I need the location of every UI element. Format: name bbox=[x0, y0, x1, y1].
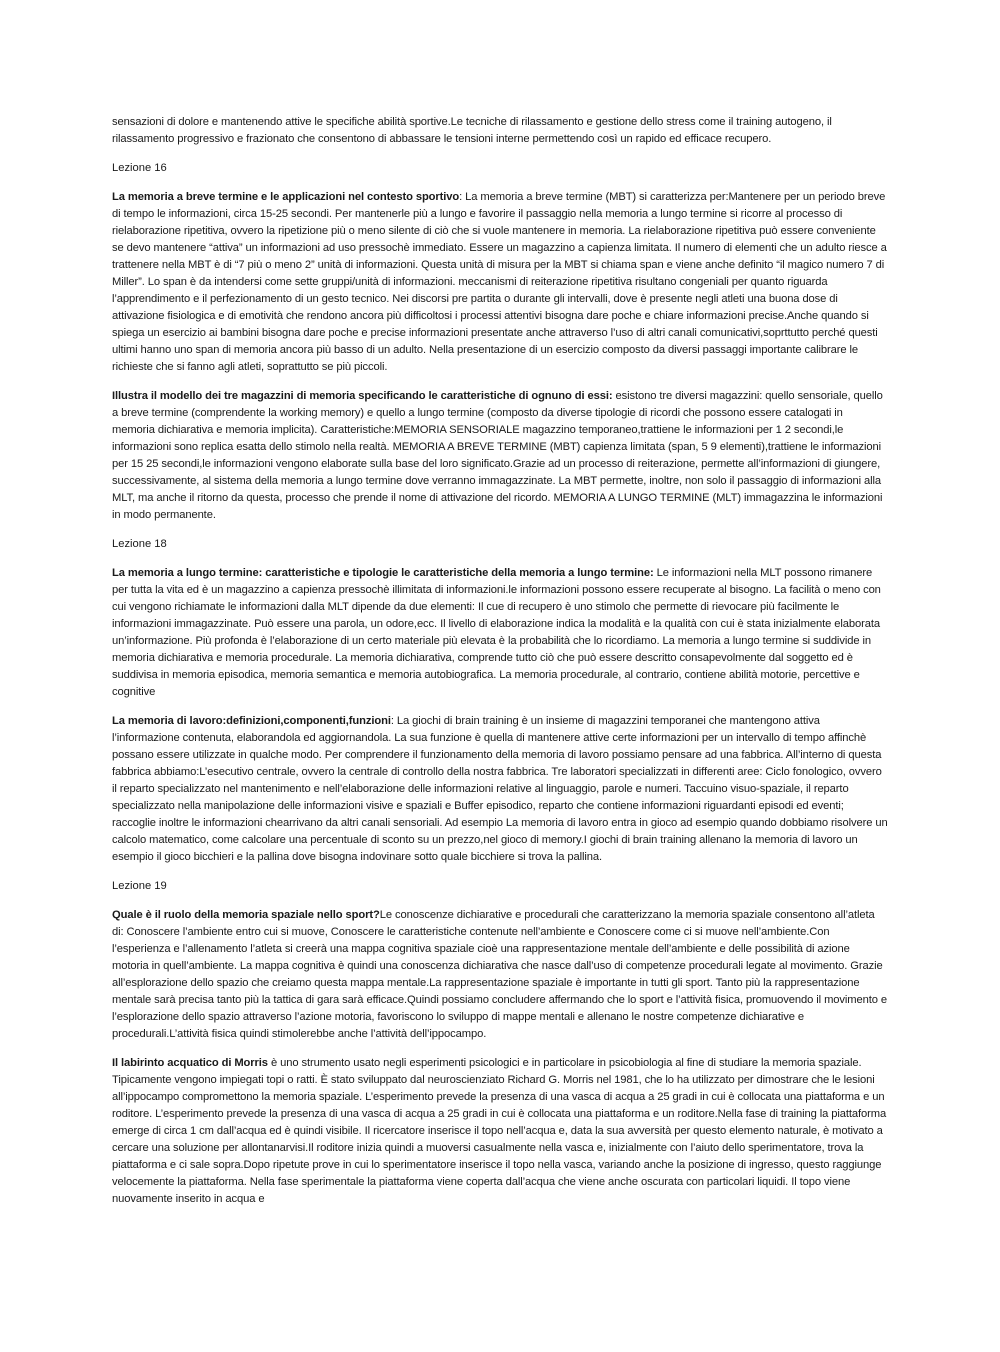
paragraph-intro bbox=[112, 114, 888, 148]
lesson-heading-16: Lezione 16 bbox=[112, 162, 167, 174]
paragraph-heading: La memoria di lavoro:definizioni,componenti,funzioni bbox=[112, 715, 391, 727]
paragraph-heading: La memoria a breve termine e le applicazioni nel contesto sportivo bbox=[112, 191, 460, 203]
paragraph-working-memory bbox=[112, 713, 888, 866]
paragraph-text: Le conoscenze dichiarative e procedurali che caratterizzano la memoria spaziale consentono all’atleta di: Conoscere l’ambiente entro cui si muove, Conoscere le caratteristiche contenute nell’ambiente e Conoscere come ci si muove nell’ambiente.Con l’esperienza e l’allenamento l’atleta si creerà una mappa cognitiva spaziale cioè una rappresentazione mentale dell’ambiente e delle possibilità di azione motoria in quell’ambiente. La mappa cognitiva è quindi una conoscenza dichiarativa che nasce dall’uso di competenze procedurali legate al movimento. Grazie all’esplorazione dello spazio che creiamo questa mappa mentale.La rappresentazione spaziale è importante in tutti gli sport. Tanto più la rappresentazione mentale sarà precisa tanto più la tattica di gara sarà efficace.Quindi possiamo concludere affermando che lo sport e l’attività fisica, promuovendo il movimento e l’esplorazione dello spazio attraverso l’azione motoria, favoriscono lo sviluppo di mappe mentali e allenano le nostre competenze dichiarative e procedurali.L’attività fisica quindi stimolerebbe anche l’attività dell’ippocampo. bbox=[112, 909, 888, 1040]
paragraph-heading: Il labirinto acquatico di Morris bbox=[112, 1057, 268, 1069]
paragraph-morris-maze bbox=[112, 1055, 888, 1208]
paragraph-text: Le informazioni nella MLT possono rimanere per tutta la vita ed è un magazzino a capienza pressochè illimitata di informazioni.le informazioni possono essere recuperate al bisogno. La facilità o meno con cui vengono richiamate le informazioni dalla MLT dipende da due elementi: Il cue di recupero è uno stimolo che permette di rievocare più facilmente le informazioni immagazzinate. Può essere una parola, un odore,ecc. Il livello di elaborazione indica la modalità e la qualità con cui è stata inizialmente elaborata un’informazione. Più profonda è l’elaborazione di un certo materiale più elevata è la probabilità che lo ricordiamo. La memoria a lungo termine si suddivide in memoria dichiarativa e memoria procedurale. La memoria dichiarativa, comprende tutto ciò che può essere descritto consapevolmente dal soggetto ed è suddivisa in memoria episodica, memoria semantica e memoria autobiografica. La memoria procedurale, al contrario, contiene abilità motorie, percettive e cognitive bbox=[112, 567, 881, 698]
paragraph-heading: La memoria a lungo termine: caratteristiche e tipologie le caratteristiche della memoria a lungo termine: bbox=[112, 567, 654, 579]
paragraph-text: sensazioni di dolore e mantenendo attive le specifiche abilità sportive.Le tecniche di rilassamento e gestione dello stress come il training autogeno, il rilassamento progressivo e frazionato che consentono di abbassare le tensioni interne permettendo così un rapido ed efficace recupero. bbox=[112, 116, 832, 145]
paragraph-text: : La memoria a breve termine (MBT) si caratterizza per:Mantenere per un periodo breve di tempo le informazioni, circa 15-25 secondi. Per mantenerle più a lungo e favorire il passaggio nella memoria a lungo termine si ricorre al processo di rielaborazione ripetitiva, ovvero la ripetizione più o meno silente di ciò che si vuole mantenere in memoria. La rielaborazione ripetitiva può essere conveniente se devo mantenere “attiva” un informazioni ad uso pressochè immediato. Essere un magazzino a capienza limitata. Il numero di elementi che un adulto riesce a trattenere nella MBT è di “7 più o meno 2” unità di informazioni. Questa unità di misura per la MBT si chiama span e viene anche definito “il magico numero 7 di Miller”. Lo span è da intendersi come sette gruppi/unità di informazioni. meccanismi di reiterazione ripetitiva risultano congeniali per quanto riguarda l’apprendimento e il perfezionamento di un gesto tecnico. Nei discorsi pre partita o durante gli intervalli, dove è presente negli atleti una buona dose di attivazione fisiologica e di emotività che rendono ancora più difficoltosi i processi attentivi bisogna dare poche e chiare informazioni precise.Anche quando si spiega un esercizio ai bambini bisogna dare poche e precise informazioni presentate anche attraverso l’uso di altri canali comunicativi,soprttutto perché questi ultimi hanno uno span di memoria ancora più basso di un adulto. Nella presentazione di un esercizio composto da diversi passaggi importante calibrare le richieste che si fanno agli atleti, soprattutto se più piccoli. bbox=[112, 191, 887, 373]
paragraph-three-stores bbox=[112, 388, 888, 524]
paragraph-text: è uno strumento usato negli esperimenti psicologici e in particolare in psicobiologia al fine di studiare la memoria spaziale. Tipicamente vengono impiegati topi o ratti. È stato sviluppato dal neuroscienziato Richard G. Morris nel 1981, che lo ha utilizzato per dimostrare che le lesioni all’ippocampo compromettono la memoria spaziale. L’esperimento prevede la presenza di una vasca di acqua a 25 gradi in cui è collocata una piattaforma e un roditore. L’esperimento prevede la presenza di una vasca di acqua a 25 gradi in cui è collocata una piattaforma e un roditore.Nella fase di training la piattaforma emerge di circa 1 cm dall’acqua ed è quindi visibile. Il ricercatore inserisce il topo nell’acqua e, data la sua avversità per questo elemento naturale, è motivato a cercare una soluzione per allontanarvisi.Il roditore inizia quindi a muoversi casualmente nella vasca e, inizialmente con l’aiuto dello sperimentatore, trova la piattaforma e ci sale sopra.Dopo ripetute prove in cui lo sperimentatore inserisce il topo nella vasca, variando anche la posizione di ingresso, questo raggiunge velocemente la piattaforma. Nella fase sperimentale la piattaforma viene coperta dall’acqua che viene anche oscurata con particolari liquidi. Il topo viene nuovamente inserito in acqua e bbox=[112, 1057, 887, 1205]
paragraph-text: esistono tre diversi magazzini: quello sensoriale, quello a breve termine (comprendente la working memory) e quello a lungo termine (composto da diverse tipologie di ricordi che possono essere catalogati in memoria dichiarativa e memoria implicita). Caratteristiche:MEMORIA SENSORIALE magazzino temporaneo,trattiene le informazioni per 1 2 secondi,le informazioni sono replica esatta dello stimolo nella realtà. MEMORIA A BREVE TERMINE (MBT) capienza limitata (span, 5 9 elementi),trattiene le informazioni per 15 25 secondi,le informazioni vengono elaborate sulla base del loro significato.Grazie ad un processo di reiterazione, permette all’informazioni di giungere, successivamente, al sistema della memoria a lungo termine dove verranno immagazzinate. La MBT permette, inoltre, non solo il passaggio di informazioni alla MLT, ma anche il ritorno da questa, processo che prende il nome di attivazione del ricordo. MEMORIA A LUNGO TERMINE (MLT) immagazzina le informazioni in modo permanente. bbox=[112, 390, 883, 521]
paragraph-heading: Quale è il ruolo della memoria spaziale nello sport? bbox=[112, 909, 380, 921]
paragraph-heading: Illustra il modello dei tre magazzini di memoria specificando le caratteristiche di ognuno di essi: bbox=[112, 390, 613, 402]
paragraph-text: : La giochi di brain training è un insieme di magazzini temporanei che mantengono attiva l’informazione contenuta, elaborandola ed aggiornandola. La sua funzione è quella di mantenere attive certe informazioni per un intervallo di tempo affinchè possano essere utilizzate in qualche modo. Per comprendere il funzionamento della memoria di lavoro possiamo pensare ad una fabbrica. All’interno di questa fabbrica abbiamo:L’esecutivo centrale, ovvero la centrale di controllo della nostra fabbrica. Tre laboratori specializzati in differenti aree: Ciclo fonologico, ovvero il reparto specializzato nel mantenimento e nell’elaborazione delle informazioni relative al linguaggio, parole e numeri. Taccuino visuo-spaziale, il reparto specializzato nella manipolazione delle informazioni visive e spaziali e Buffer episodico, reparto che contiene informazioni riguardanti episodi ed eventi; raccoglie inoltre le informazioni chearrivano da altri canali sensoriali. Ad esempio La memoria di lavoro entra in gioco ad esempio quando dobbiamo risolvere un calcolo matematico, come calcolare una percentuale di sconto su un prezzo,nel gioco di memory.I giochi di brain training allenano la memoria di lavoro un esempio il gioco bicchieri e la pallina dove bisogna indovinare sotto quale bicchiere si trova la pallina. bbox=[112, 715, 888, 863]
lesson-heading-18: Lezione 18 bbox=[112, 538, 167, 550]
lesson-heading-19: Lezione 19 bbox=[112, 880, 167, 892]
paragraph-long-term-memory bbox=[112, 565, 888, 701]
paragraph-short-term-memory bbox=[112, 189, 888, 376]
paragraph-spatial-memory bbox=[112, 907, 888, 1043]
